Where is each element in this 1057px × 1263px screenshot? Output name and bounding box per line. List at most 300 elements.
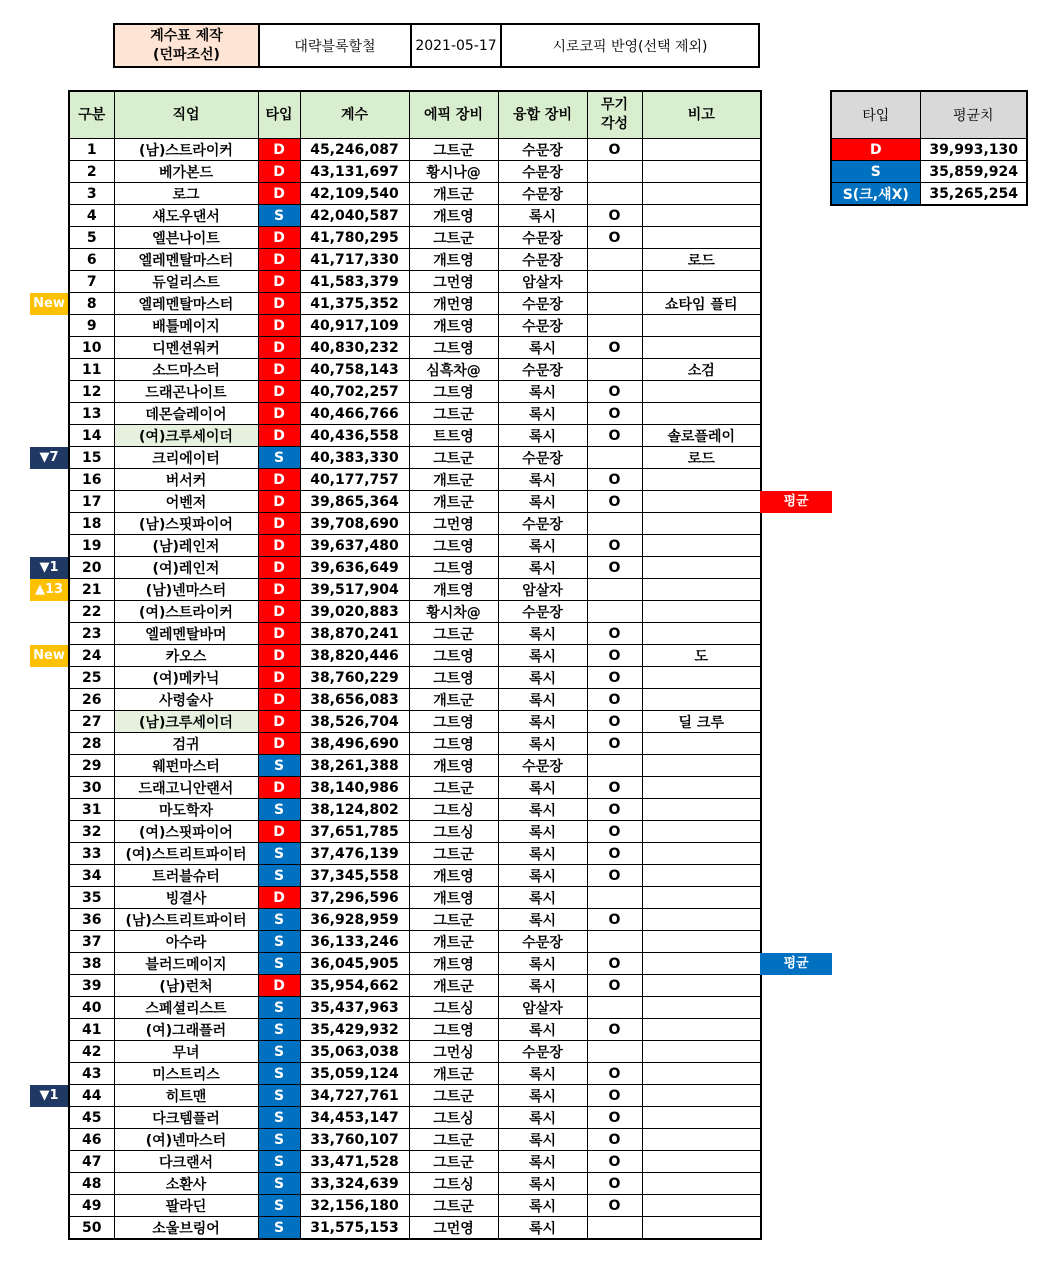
type-cell: D: [258, 645, 300, 667]
epic-cell: 그트군: [409, 1085, 498, 1107]
fusion-cell: 수문장: [498, 315, 587, 337]
epic-cell: 그트군: [409, 777, 498, 799]
type-cell: S: [258, 755, 300, 777]
note-cell: [642, 953, 761, 975]
note-cell: [642, 1107, 761, 1129]
rank-cell: 31: [69, 799, 114, 821]
note-cell: [642, 1217, 761, 1240]
fusion-cell: 록시: [498, 733, 587, 755]
ranking-body: [69, 139, 761, 1240]
note-cell: [642, 227, 761, 249]
table-row: [69, 1129, 761, 1151]
fusion-cell: 록시: [498, 887, 587, 909]
rank-cell: 44: [69, 1085, 114, 1107]
awaken-cell: O: [587, 623, 642, 645]
type-cell: D: [258, 403, 300, 425]
fusion-cell: 록시: [498, 799, 587, 821]
fusion-cell: 록시: [498, 1151, 587, 1173]
fusion-cell: 록시: [498, 667, 587, 689]
awaken-cell: O: [587, 205, 642, 227]
fusion-cell: 록시: [498, 337, 587, 359]
epic-cell: 그트군: [409, 1129, 498, 1151]
rank-cell: 22: [69, 601, 114, 623]
awaken-cell: [587, 271, 642, 293]
average-body: [831, 139, 1027, 206]
type-cell: S: [258, 1085, 300, 1107]
table-row: [69, 1019, 761, 1041]
rank-cell: 50: [69, 1217, 114, 1240]
type-cell: D: [258, 711, 300, 733]
type-cell: S: [258, 843, 300, 865]
table-row: [69, 821, 761, 843]
score-cell: 41,717,330: [300, 249, 409, 271]
note-cell: [642, 843, 761, 865]
score-cell: 40,830,232: [300, 337, 409, 359]
note-cell: [642, 469, 761, 491]
epic-cell: 그트영: [409, 733, 498, 755]
job-cell: 아수라: [114, 931, 258, 953]
type-cell: S: [258, 1041, 300, 1063]
table-row: [69, 359, 761, 381]
type-cell: D: [258, 975, 300, 997]
header-awaken: [587, 91, 642, 139]
epic-cell: 그먼영: [409, 271, 498, 293]
awaken-cell: [587, 293, 642, 315]
score-cell: 40,758,143: [300, 359, 409, 381]
type-cell: S: [258, 205, 300, 227]
rank-cell: 19: [69, 535, 114, 557]
epic-cell: 그트영: [409, 535, 498, 557]
average-value: 39,993,130: [920, 139, 1027, 161]
job-cell: (남)런처: [114, 975, 258, 997]
fusion-cell: 록시: [498, 403, 587, 425]
note-cell: [642, 139, 761, 161]
awaken-cell: O: [587, 403, 642, 425]
score-cell: 40,917,109: [300, 315, 409, 337]
awaken-cell: O: [587, 953, 642, 975]
score-cell: 39,637,480: [300, 535, 409, 557]
awaken-cell: O: [587, 1019, 642, 1041]
table-row: [69, 491, 761, 513]
epic-cell: 그먼싱: [409, 1041, 498, 1063]
table-row: [69, 887, 761, 909]
note-cell: [642, 931, 761, 953]
note-cell: [642, 315, 761, 337]
type-cell: D: [258, 601, 300, 623]
awaken-cell: [587, 579, 642, 601]
score-cell: 34,453,147: [300, 1107, 409, 1129]
epic-cell: 황시나@: [409, 161, 498, 183]
fusion-cell: 수문장: [498, 447, 587, 469]
average-value: 35,265,254: [920, 183, 1027, 206]
average-row: [831, 161, 1027, 183]
type-cell: S: [258, 1019, 300, 1041]
type-cell: D: [258, 469, 300, 491]
type-cell: D: [258, 381, 300, 403]
fusion-cell: 암살자: [498, 271, 587, 293]
table-row: [69, 469, 761, 491]
score-cell: 37,476,139: [300, 843, 409, 865]
score-cell: 38,124,802: [300, 799, 409, 821]
epic-cell: 그트군: [409, 909, 498, 931]
table-row: [69, 271, 761, 293]
job-cell: (여)넨마스터: [114, 1129, 258, 1151]
score-cell: 38,656,083: [300, 689, 409, 711]
score-cell: 38,820,446: [300, 645, 409, 667]
fusion-cell: 록시: [498, 1107, 587, 1129]
note-cell: [642, 183, 761, 205]
average-header-value: 평균치: [920, 91, 1027, 139]
rank-cell: 40: [69, 997, 114, 1019]
job-cell: 베가본드: [114, 161, 258, 183]
type-cell: D: [258, 139, 300, 161]
epic-cell: 그트싱: [409, 997, 498, 1019]
type-cell: S: [258, 865, 300, 887]
table-row: [69, 667, 761, 689]
score-cell: 35,059,124: [300, 1063, 409, 1085]
awaken-cell: O: [587, 1173, 642, 1195]
epic-cell: 그먼영: [409, 1217, 498, 1240]
note-cell: [642, 975, 761, 997]
header-awaken-line2: 각성: [600, 116, 629, 132]
epic-cell: 개트군: [409, 491, 498, 513]
job-cell: 어벤저: [114, 491, 258, 513]
epic-cell: 개트영: [409, 865, 498, 887]
rank-cell: 42: [69, 1041, 114, 1063]
table-row: [69, 777, 761, 799]
type-cell: S: [258, 931, 300, 953]
rank-cell: 18: [69, 513, 114, 535]
job-cell: 미스트리스: [114, 1063, 258, 1085]
rank-change-badge: ▲13: [30, 579, 68, 601]
epic-cell: 그트싱: [409, 1107, 498, 1129]
job-cell: 무녀: [114, 1041, 258, 1063]
rank-cell: 41: [69, 1019, 114, 1041]
epic-cell: 개트군: [409, 183, 498, 205]
creator-line1: 계수표 제작: [150, 27, 223, 44]
header-epic: 에픽 장비: [409, 91, 498, 139]
fusion-cell: 수문장: [498, 227, 587, 249]
type-cell: S: [258, 1151, 300, 1173]
table-row: [69, 403, 761, 425]
table-row: [69, 1041, 761, 1063]
awaken-cell: O: [587, 733, 642, 755]
epic-cell: 개트군: [409, 1063, 498, 1085]
epic-cell: 그트영: [409, 645, 498, 667]
type-cell: S: [258, 953, 300, 975]
score-cell: 45,246,087: [300, 139, 409, 161]
awaken-cell: [587, 359, 642, 381]
job-cell: 로그: [114, 183, 258, 205]
awaken-cell: O: [587, 491, 642, 513]
fusion-cell: 수문장: [498, 161, 587, 183]
header-job: 직업: [114, 91, 258, 139]
note-cell: [642, 865, 761, 887]
job-cell: (여)그래플러: [114, 1019, 258, 1041]
fusion-cell: 록시: [498, 1129, 587, 1151]
rank-cell: 9: [69, 315, 114, 337]
table-row: [69, 1063, 761, 1085]
job-cell: (남)레인저: [114, 535, 258, 557]
fusion-cell: 록시: [498, 535, 587, 557]
note-cell: [642, 337, 761, 359]
job-cell: (여)크루세이더: [114, 425, 258, 447]
average-value: 35,859,924: [920, 161, 1027, 183]
fusion-cell: 록시: [498, 711, 587, 733]
table-row: [69, 843, 761, 865]
fusion-cell: 록시: [498, 777, 587, 799]
score-cell: 38,526,704: [300, 711, 409, 733]
rank-cell: 48: [69, 1173, 114, 1195]
job-cell: (여)스핏파이어: [114, 821, 258, 843]
job-cell: (여)레인저: [114, 557, 258, 579]
epic-cell: 그트싱: [409, 1173, 498, 1195]
score-cell: 39,865,364: [300, 491, 409, 513]
note-cell: [642, 601, 761, 623]
job-cell: 듀얼리스트: [114, 271, 258, 293]
rank-cell: 26: [69, 689, 114, 711]
epic-cell: 그트싱: [409, 799, 498, 821]
score-cell: 33,471,528: [300, 1151, 409, 1173]
score-cell: 35,063,038: [300, 1041, 409, 1063]
epic-cell: 그트영: [409, 381, 498, 403]
type-cell: D: [258, 271, 300, 293]
awaken-cell: O: [587, 667, 642, 689]
fusion-cell: 록시: [498, 491, 587, 513]
epic-cell: 심흑차@: [409, 359, 498, 381]
fusion-cell: 수문장: [498, 359, 587, 381]
epic-cell: 트트영: [409, 425, 498, 447]
type-cell: D: [258, 579, 300, 601]
rank-cell: 23: [69, 623, 114, 645]
job-cell: 드래고니안랜서: [114, 777, 258, 799]
rank-cell: 38: [69, 953, 114, 975]
score-cell: 43,131,697: [300, 161, 409, 183]
note-cell: [642, 909, 761, 931]
score-cell: 38,261,388: [300, 755, 409, 777]
rank-cell: 5: [69, 227, 114, 249]
awaken-cell: [587, 249, 642, 271]
awaken-cell: O: [587, 865, 642, 887]
job-cell: 소울브링어: [114, 1217, 258, 1240]
fusion-cell: 수문장: [498, 755, 587, 777]
note-cell: [642, 381, 761, 403]
rank-cell: 11: [69, 359, 114, 381]
rank-cell: 14: [69, 425, 114, 447]
score-cell: 37,651,785: [300, 821, 409, 843]
awaken-cell: [587, 513, 642, 535]
awaken-cell: O: [587, 689, 642, 711]
score-cell: 40,466,766: [300, 403, 409, 425]
note-cell: [642, 1041, 761, 1063]
awaken-cell: O: [587, 645, 642, 667]
table-row: [69, 865, 761, 887]
job-cell: (남)넨마스터: [114, 579, 258, 601]
type-cell: D: [258, 821, 300, 843]
rank-cell: 2: [69, 161, 114, 183]
table-row: [69, 711, 761, 733]
type-cell: S: [258, 997, 300, 1019]
rank-cell: 46: [69, 1129, 114, 1151]
table-row: [69, 139, 761, 161]
job-cell: 데몬슬레이어: [114, 403, 258, 425]
epic-cell: 그트영: [409, 711, 498, 733]
score-cell: 38,140,986: [300, 777, 409, 799]
job-cell: 스페셜리스트: [114, 997, 258, 1019]
rank-change-badge: New: [30, 645, 68, 667]
type-cell: S: [258, 1217, 300, 1240]
job-cell: 다크템플러: [114, 1107, 258, 1129]
job-cell: 엘레멘탈바머: [114, 623, 258, 645]
rank-cell: 39: [69, 975, 114, 997]
job-cell: (남)스트리트파이터: [114, 909, 258, 931]
awaken-cell: O: [587, 799, 642, 821]
table-header-row: [69, 91, 761, 139]
awaken-cell: O: [587, 535, 642, 557]
table-row: [69, 381, 761, 403]
fusion-cell: 암살자: [498, 997, 587, 1019]
job-cell: 다크랜서: [114, 1151, 258, 1173]
type-cell: D: [258, 183, 300, 205]
note-cell: [642, 161, 761, 183]
table-row: [69, 931, 761, 953]
header-rank: 구분: [69, 91, 114, 139]
job-cell: 엘레멘탈마스터: [114, 249, 258, 271]
score-cell: 37,345,558: [300, 865, 409, 887]
type-cell: D: [258, 161, 300, 183]
note-cell: 소검: [642, 359, 761, 381]
score-cell: 35,437,963: [300, 997, 409, 1019]
job-cell: 디멘션워커: [114, 337, 258, 359]
table-row: [69, 733, 761, 755]
sheet-note: 시로코픽 반영(선택 제외): [501, 24, 759, 67]
score-cell: 36,133,246: [300, 931, 409, 953]
epic-cell: 그트군: [409, 403, 498, 425]
rank-cell: 29: [69, 755, 114, 777]
rank-cell: 3: [69, 183, 114, 205]
table-row: [69, 1085, 761, 1107]
awaken-cell: [587, 447, 642, 469]
score-cell: 40,436,558: [300, 425, 409, 447]
awaken-cell: O: [587, 381, 642, 403]
job-cell: (남)크루세이더: [114, 711, 258, 733]
rank-cell: 7: [69, 271, 114, 293]
type-cell: S: [258, 1173, 300, 1195]
epic-cell: 개트군: [409, 975, 498, 997]
epic-cell: 그먼영: [409, 513, 498, 535]
rank-cell: 17: [69, 491, 114, 513]
score-cell: 36,045,905: [300, 953, 409, 975]
average-row: [831, 139, 1027, 161]
rank-cell: 43: [69, 1063, 114, 1085]
type-cell: D: [258, 557, 300, 579]
table-row: [69, 513, 761, 535]
fusion-cell: 록시: [498, 1019, 587, 1041]
awaken-cell: O: [587, 711, 642, 733]
table-row: [69, 1217, 761, 1240]
type-cell: S: [258, 1107, 300, 1129]
average-header-type: 타입: [831, 91, 920, 139]
awaken-cell: [587, 1041, 642, 1063]
rank-cell: 16: [69, 469, 114, 491]
note-cell: [642, 821, 761, 843]
table-row: [69, 1195, 761, 1217]
score-cell: 39,517,904: [300, 579, 409, 601]
fusion-cell: 록시: [498, 425, 587, 447]
rank-cell: 47: [69, 1151, 114, 1173]
awaken-cell: O: [587, 1129, 642, 1151]
awaken-cell: O: [587, 1151, 642, 1173]
note-cell: [642, 777, 761, 799]
table-row: [69, 601, 761, 623]
rank-cell: 15: [69, 447, 114, 469]
note-cell: 로드: [642, 249, 761, 271]
type-cell: D: [258, 227, 300, 249]
header-fusion: 융합 장비: [498, 91, 587, 139]
epic-cell: 그트군: [409, 1151, 498, 1173]
note-cell: [642, 1173, 761, 1195]
table-row: [69, 997, 761, 1019]
awaken-cell: O: [587, 1107, 642, 1129]
note-cell: [642, 513, 761, 535]
job-cell: 크리에이터: [114, 447, 258, 469]
fusion-cell: 록시: [498, 1085, 587, 1107]
fusion-cell: 록시: [498, 975, 587, 997]
fusion-cell: 록시: [498, 909, 587, 931]
type-cell: D: [258, 689, 300, 711]
job-cell: 히트맨: [114, 1085, 258, 1107]
awaken-cell: O: [587, 139, 642, 161]
table-row: [69, 909, 761, 931]
epic-cell: 개트영: [409, 579, 498, 601]
table-row: [69, 1173, 761, 1195]
awaken-cell: O: [587, 557, 642, 579]
job-cell: 웨펀마스터: [114, 755, 258, 777]
type-cell: D: [258, 623, 300, 645]
average-header-row: [831, 91, 1027, 139]
awaken-cell: O: [587, 425, 642, 447]
table-row: [69, 447, 761, 469]
epic-cell: 개트영: [409, 315, 498, 337]
job-cell: 빙결사: [114, 887, 258, 909]
note-cell: [642, 755, 761, 777]
fusion-cell: 록시: [498, 623, 587, 645]
score-cell: 38,870,241: [300, 623, 409, 645]
rank-cell: 49: [69, 1195, 114, 1217]
fusion-cell: 수문장: [498, 139, 587, 161]
note-cell: [642, 623, 761, 645]
epic-cell: 개트군: [409, 469, 498, 491]
epic-cell: 개트영: [409, 953, 498, 975]
awaken-cell: O: [587, 1085, 642, 1107]
header-awaken-line1: 무기: [600, 97, 629, 113]
note-cell: 도: [642, 645, 761, 667]
fusion-cell: 록시: [498, 469, 587, 491]
note-cell: [642, 1063, 761, 1085]
awaken-cell: [587, 161, 642, 183]
fusion-cell: 수문장: [498, 931, 587, 953]
score-cell: 32,156,180: [300, 1195, 409, 1217]
rank-cell: 32: [69, 821, 114, 843]
rank-cell: 36: [69, 909, 114, 931]
sheet-title: 대략블록할철: [259, 24, 411, 67]
score-cell: 42,040,587: [300, 205, 409, 227]
table-row: [69, 623, 761, 645]
epic-cell: 개먼영: [409, 293, 498, 315]
ranking-table: [68, 90, 762, 1240]
type-cell: D: [258, 667, 300, 689]
average-row: [831, 183, 1027, 206]
